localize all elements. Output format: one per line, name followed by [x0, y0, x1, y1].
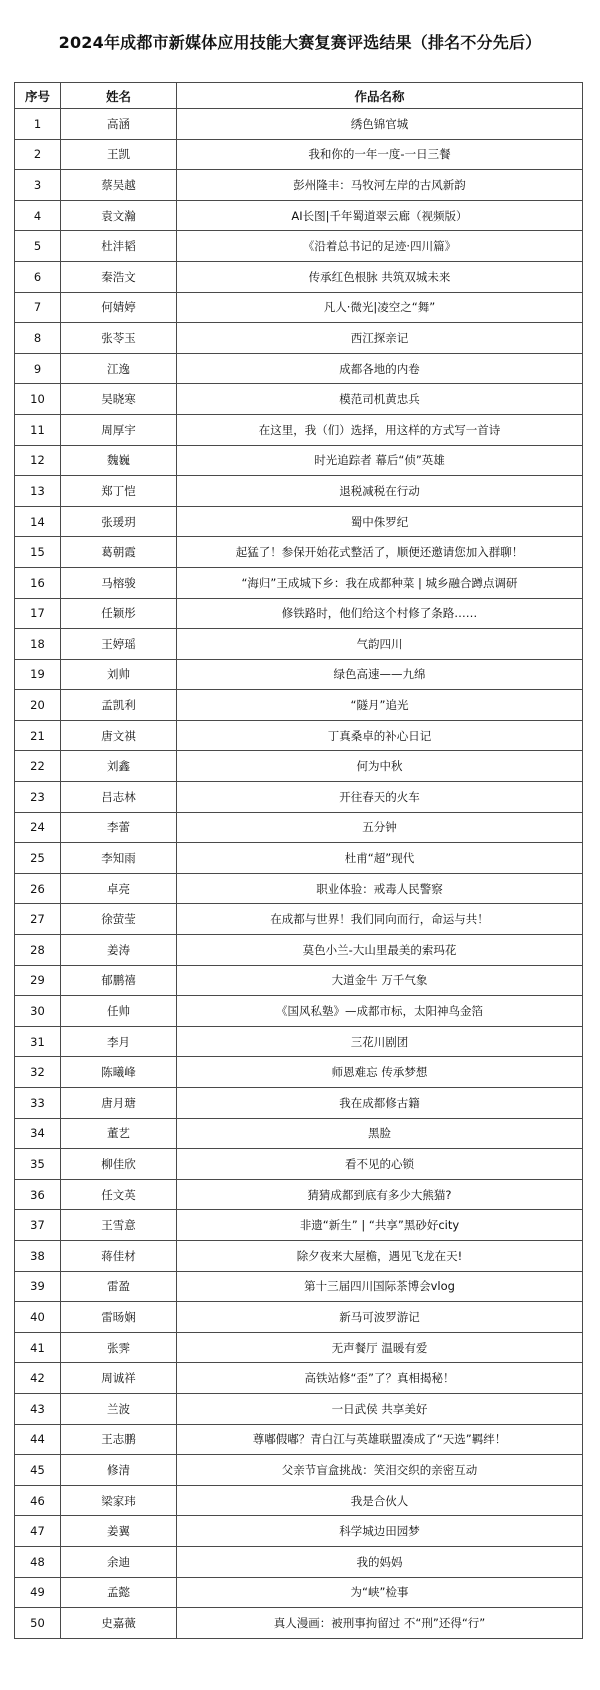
cell-index: 29 [15, 965, 61, 996]
table-row [15, 1424, 583, 1455]
cell-name: 魏巍 [61, 445, 177, 476]
cell-index: 3 [15, 170, 61, 201]
cell-work-title: 真人漫画：被刑事拘留过 不“刑”还得“行” [177, 1608, 583, 1639]
cell-work-title: 三花川剧团 [177, 1026, 583, 1057]
cell-name: 孟懿 [61, 1577, 177, 1608]
cell-name: 刘鑫 [61, 751, 177, 782]
cell-work-title: 传承红色根脉 共筑双城未来 [177, 261, 583, 292]
cell-work-title: 绣色锦官城 [177, 109, 583, 140]
cell-name: 修清 [61, 1455, 177, 1486]
cell-name: 柳佳欣 [61, 1149, 177, 1180]
cell-name: 陈曦峰 [61, 1057, 177, 1088]
cell-name: 李知雨 [61, 843, 177, 874]
cell-index: 24 [15, 812, 61, 843]
cell-index: 12 [15, 445, 61, 476]
table-row [15, 1057, 583, 1088]
cell-work-title: 猜猜成都到底有多少大熊猫? [177, 1179, 583, 1210]
table-row [15, 1240, 583, 1271]
cell-work-title: 除夕夜来大屋檐，遇见飞龙在天! [177, 1240, 583, 1271]
cell-work-title: 非遗“新生” | “共享”黑砂好city [177, 1210, 583, 1241]
cell-name: 姜翼 [61, 1516, 177, 1547]
table-row [15, 292, 583, 323]
cell-name: 雷盈 [61, 1271, 177, 1302]
table-row [15, 782, 583, 813]
page-title: 2024年成都市新媒体应用技能大赛复赛评选结果（排名不分先后） [58, 32, 542, 52]
cell-index: 38 [15, 1240, 61, 1271]
cell-name: 张苓玉 [61, 323, 177, 354]
table-row [15, 629, 583, 660]
cell-index: 30 [15, 996, 61, 1027]
cell-work-title: 开往春天的火车 [177, 782, 583, 813]
cell-name: 杜沣韬 [61, 231, 177, 262]
cell-index: 48 [15, 1546, 61, 1577]
cell-name: 雷旸娴 [61, 1302, 177, 1333]
header-index: 序号 [15, 83, 61, 109]
cell-work-title: 何为中秋 [177, 751, 583, 782]
cell-index: 37 [15, 1210, 61, 1241]
cell-work-title: 大道金牛 万千气象 [177, 965, 583, 996]
cell-name: 兰波 [61, 1393, 177, 1424]
cell-index: 15 [15, 537, 61, 568]
cell-index: 17 [15, 598, 61, 629]
table-body [15, 109, 583, 1639]
cell-index: 41 [15, 1332, 61, 1363]
cell-work-title: 在成都与世界！我们同向而行，命运与共！ [177, 904, 583, 935]
table-row [15, 567, 583, 598]
cell-name: 高涵 [61, 109, 177, 140]
table-row [15, 904, 583, 935]
table-row [15, 659, 583, 690]
cell-work-title: 为“峡”检事 [177, 1577, 583, 1608]
cell-index: 18 [15, 629, 61, 660]
cell-index: 31 [15, 1026, 61, 1057]
cell-index: 14 [15, 506, 61, 537]
cell-work-title: 科学城边田园梦 [177, 1516, 583, 1547]
cell-index: 1 [15, 109, 61, 140]
cell-work-title: 我在成都修古籍 [177, 1088, 583, 1119]
cell-work-title: 修铁路时，他们给这个村修了条路…… [177, 598, 583, 629]
cell-index: 36 [15, 1179, 61, 1210]
cell-work-title: 丁真桑卓的补心日记 [177, 720, 583, 751]
cell-work-title: 新马可波罗游记 [177, 1302, 583, 1333]
cell-name: 史嘉薇 [61, 1608, 177, 1639]
table-row [15, 720, 583, 751]
table-header-row [15, 83, 583, 109]
cell-work-title: “海归”王成城下乡：我在成都种菜 | 城乡融合蹲点调研 [177, 567, 583, 598]
cell-name: 蒋佳材 [61, 1240, 177, 1271]
table-row [15, 323, 583, 354]
cell-index: 44 [15, 1424, 61, 1455]
table-row [15, 476, 583, 507]
table-row [15, 1393, 583, 1424]
table-row [15, 231, 583, 262]
cell-work-title: 高铁站修“歪”了？真相揭秘！ [177, 1363, 583, 1394]
table-row [15, 261, 583, 292]
cell-index: 49 [15, 1577, 61, 1608]
cell-index: 4 [15, 200, 61, 231]
cell-name: 秦浩文 [61, 261, 177, 292]
table-row [15, 1179, 583, 1210]
table-row [15, 170, 583, 201]
cell-index: 8 [15, 323, 61, 354]
cell-work-title: 五分钟 [177, 812, 583, 843]
table-row [15, 1485, 583, 1516]
cell-index: 25 [15, 843, 61, 874]
cell-work-title: 蜀中侏罗纪 [177, 506, 583, 537]
cell-index: 27 [15, 904, 61, 935]
cell-name: 任帅 [61, 996, 177, 1027]
cell-work-title: 师恩难忘 传承梦想 [177, 1057, 583, 1088]
cell-work-title: 气韵四川 [177, 629, 583, 660]
cell-name: 任文英 [61, 1179, 177, 1210]
table-row [15, 1271, 583, 1302]
cell-work-title: 《国风私塾》—成都市标，太阳神鸟金箔 [177, 996, 583, 1027]
table-row [15, 414, 583, 445]
cell-work-title: 成都各地的内卷 [177, 353, 583, 384]
cell-work-title: 看不见的心锁 [177, 1149, 583, 1180]
cell-index: 43 [15, 1393, 61, 1424]
cell-index: 2 [15, 139, 61, 170]
cell-index: 20 [15, 690, 61, 721]
cell-name: 马榕骏 [61, 567, 177, 598]
cell-index: 34 [15, 1118, 61, 1149]
cell-index: 9 [15, 353, 61, 384]
table-row [15, 843, 583, 874]
table-row [15, 812, 583, 843]
cell-index: 45 [15, 1455, 61, 1486]
cell-index: 7 [15, 292, 61, 323]
table-row [15, 996, 583, 1027]
cell-name: 王志鹏 [61, 1424, 177, 1455]
cell-name: 袁文瀚 [61, 200, 177, 231]
table-row [15, 1363, 583, 1394]
table-row [15, 384, 583, 415]
table-row [15, 1149, 583, 1180]
cell-work-title: 无声餐厅 温暖有爱 [177, 1332, 583, 1363]
cell-work-title: 凡人·微光|凌空之“舞” [177, 292, 583, 323]
cell-name: 卓亮 [61, 873, 177, 904]
cell-name: 郑丁恺 [61, 476, 177, 507]
cell-index: 46 [15, 1485, 61, 1516]
table-row [15, 506, 583, 537]
header-work-title: 作品名称 [177, 83, 583, 109]
cell-index: 28 [15, 935, 61, 966]
table-row [15, 935, 583, 966]
table-row [15, 537, 583, 568]
cell-work-title: 父亲节盲盒挑战：笑泪交织的亲密互动 [177, 1455, 583, 1486]
cell-name: 周厚宇 [61, 414, 177, 445]
cell-name: 王婷瑶 [61, 629, 177, 660]
cell-name: 李蕾 [61, 812, 177, 843]
cell-work-title: 职业体验：戒毒人民警察 [177, 873, 583, 904]
cell-work-title: 莫色小兰-大山里最美的索玛花 [177, 935, 583, 966]
cell-work-title: 时光追踪者 幕后“侦”英雄 [177, 445, 583, 476]
cell-work-title: 起猛了！参保开始花式整活了，顺便还邀请您加入群聊！ [177, 537, 583, 568]
cell-index: 6 [15, 261, 61, 292]
table-row [15, 690, 583, 721]
cell-work-title: 我是合伙人 [177, 1485, 583, 1516]
cell-index: 32 [15, 1057, 61, 1088]
cell-name: 孟凯利 [61, 690, 177, 721]
cell-name: 葛朝霞 [61, 537, 177, 568]
cell-work-title: 尊嘟假嘟？青白江与英雄联盟凑成了“天选”羁绊！ [177, 1424, 583, 1455]
table-row [15, 873, 583, 904]
cell-index: 26 [15, 873, 61, 904]
cell-index: 13 [15, 476, 61, 507]
table-row [15, 1577, 583, 1608]
cell-index: 42 [15, 1363, 61, 1394]
cell-index: 40 [15, 1302, 61, 1333]
cell-work-title: 绿色高速——九绵 [177, 659, 583, 690]
cell-index: 5 [15, 231, 61, 262]
cell-name: 姜涛 [61, 935, 177, 966]
cell-name: 李月 [61, 1026, 177, 1057]
table-row [15, 1118, 583, 1149]
table-row [15, 1210, 583, 1241]
cell-index: 47 [15, 1516, 61, 1547]
cell-name: 周诚祥 [61, 1363, 177, 1394]
cell-name: 唐文祺 [61, 720, 177, 751]
table-row [15, 598, 583, 629]
cell-work-title: 黑脸 [177, 1118, 583, 1149]
cell-work-title: 彭州隆丰：马牧河左岸的古风新韵 [177, 170, 583, 201]
table-row [15, 1608, 583, 1639]
cell-name: 唐月瑭 [61, 1088, 177, 1119]
cell-work-title: 模范司机黄忠兵 [177, 384, 583, 415]
cell-name: 郁鹏禧 [61, 965, 177, 996]
cell-name: 江逸 [61, 353, 177, 384]
cell-index: 10 [15, 384, 61, 415]
cell-index: 33 [15, 1088, 61, 1119]
table-row [15, 200, 583, 231]
cell-index: 16 [15, 567, 61, 598]
cell-name: 吕志林 [61, 782, 177, 813]
cell-name: 任颖彤 [61, 598, 177, 629]
cell-index: 35 [15, 1149, 61, 1180]
cell-index: 23 [15, 782, 61, 813]
table-row [15, 1026, 583, 1057]
table-row [15, 353, 583, 384]
cell-name: 王凯 [61, 139, 177, 170]
cell-index: 22 [15, 751, 61, 782]
cell-name: 王雪意 [61, 1210, 177, 1241]
table-row [15, 139, 583, 170]
cell-work-title: 西江探亲记 [177, 323, 583, 354]
cell-name: 刘帅 [61, 659, 177, 690]
cell-index: 19 [15, 659, 61, 690]
table-row [15, 109, 583, 140]
table-row [15, 965, 583, 996]
table-row [15, 1546, 583, 1577]
cell-work-title: 退税减税在行动 [177, 476, 583, 507]
cell-work-title: 在这里，我（们）选择，用这样的方式写一首诗 [177, 414, 583, 445]
cell-name: 张霁 [61, 1332, 177, 1363]
table-row [15, 1332, 583, 1363]
cell-index: 50 [15, 1608, 61, 1639]
cell-work-title: 我的妈妈 [177, 1546, 583, 1577]
cell-work-title: 第十三届四川国际茶博会vlog [177, 1271, 583, 1302]
cell-index: 21 [15, 720, 61, 751]
table-row [15, 1455, 583, 1486]
cell-name: 董艺 [61, 1118, 177, 1149]
table-row [15, 1516, 583, 1547]
cell-name: 余迪 [61, 1546, 177, 1577]
table-row [15, 1088, 583, 1119]
cell-name: 梁家玮 [61, 1485, 177, 1516]
results-table [14, 82, 583, 1639]
cell-work-title: 一日武侯 共享美好 [177, 1393, 583, 1424]
cell-work-title: AI长图|千年蜀道翠云廊（视频版） [177, 200, 583, 231]
cell-work-title: 我和你的一年一度-一日三餐 [177, 139, 583, 170]
table-row [15, 751, 583, 782]
cell-index: 39 [15, 1271, 61, 1302]
cell-index: 11 [15, 414, 61, 445]
cell-name: 蔡吴越 [61, 170, 177, 201]
table-row [15, 445, 583, 476]
cell-name: 徐萤莹 [61, 904, 177, 935]
cell-work-title: 杜甫“超”现代 [177, 843, 583, 874]
header-name: 姓名 [61, 83, 177, 109]
cell-name: 张瑗玥 [61, 506, 177, 537]
table-row [15, 1302, 583, 1333]
cell-work-title: 《沿着总书记的足迹·四川篇》 [177, 231, 583, 262]
cell-name: 吴晓寒 [61, 384, 177, 415]
cell-name: 何婧婷 [61, 292, 177, 323]
cell-work-title: “隧月”追光 [177, 690, 583, 721]
